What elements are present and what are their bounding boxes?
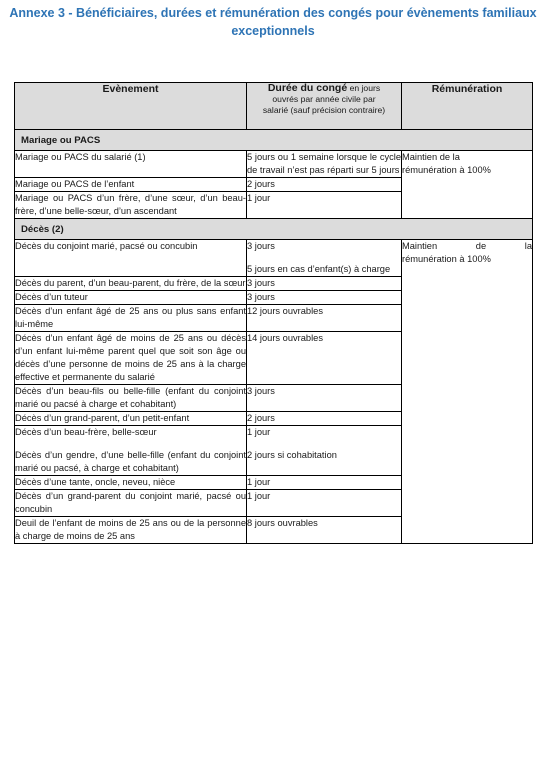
event-text: Décès d’un beau-fils ou belle-fille (enfant du conjoint marié ou pacsé à charge et cohabitant)	[15, 386, 246, 409]
table-body	[15, 130, 533, 544]
table-row	[15, 151, 533, 178]
event-text: Décès d’un tuteur	[15, 292, 88, 302]
duration-cell	[247, 178, 402, 192]
duration-cell	[247, 412, 402, 426]
header-duration-sub-a: en jours	[347, 83, 381, 93]
duration-cell	[247, 305, 402, 332]
event-cell	[15, 240, 247, 277]
duration-cell	[247, 332, 402, 385]
remuneration-cell	[402, 240, 533, 544]
duration-cell	[247, 517, 402, 544]
duration-cell	[247, 476, 402, 490]
event-text: Décès d’un grand-parent du conjoint marié, pacsé ou concubin	[15, 491, 246, 514]
duration-text: 2 jours	[247, 413, 275, 423]
table-header-row	[15, 83, 533, 130]
header-event: Evènement	[15, 83, 247, 130]
duration-text: 3 jours	[247, 241, 275, 251]
duration-text: 1 jour	[247, 477, 271, 487]
event-text: Mariage ou PACS de l’enfant	[15, 179, 135, 189]
duration-cell	[247, 291, 402, 305]
event-text: Décès d’un enfant âgé de 25 ans ou plus sans enfant lui-même	[15, 306, 246, 329]
section-title: Mariage ou PACS	[15, 130, 533, 151]
event-cell	[15, 426, 247, 476]
duration-cell	[247, 192, 402, 219]
header-duration	[247, 83, 402, 130]
event-cell	[15, 476, 247, 490]
remuneration-cell	[402, 151, 533, 219]
duration-cell	[247, 277, 402, 291]
title-line-2: exceptionnels	[231, 24, 315, 38]
duration-text: 5 jours en cas d’enfant(s) à charge	[247, 264, 391, 274]
duration-text: 2 jours si cohabitation	[247, 450, 337, 460]
event-cell	[15, 490, 247, 517]
leave-table	[14, 82, 533, 544]
event-cell	[15, 151, 247, 178]
duration-text: 8 jours ouvrables	[247, 518, 318, 528]
header-remuneration: Rémunération	[402, 83, 533, 130]
duration-text: 14 jours ouvrables	[247, 333, 323, 343]
header-duration-sub-c: salarié (sauf précision contraire)	[262, 105, 386, 115]
duration-text: 3 jours	[247, 292, 275, 302]
event-text: Décès du conjoint marié, pacsé ou concubin	[15, 241, 198, 251]
remuneration-line-2: rémunération à 100%	[402, 165, 491, 175]
duration-cell	[247, 240, 402, 277]
header-duration-main: Durée du congé	[267, 82, 348, 94]
event-text: Décès d’un gendre, d’une belle-fille (enfant du conjoint marié ou pacsé, à charge et cohabitant)	[15, 450, 246, 473]
event-cell	[15, 305, 247, 332]
section-row	[15, 130, 533, 151]
duration-text: 2 jours	[247, 179, 275, 189]
header-duration-sub-b: ouvrés par année civile par	[272, 94, 376, 104]
duration-text: 5 jours ou 1 semaine lorsque le cycle de travail n’est pas réparti sur 5 jours	[247, 152, 401, 175]
duration-cell	[247, 426, 402, 476]
event-cell	[15, 332, 247, 385]
event-text: Décès du parent, d’un beau-parent, du frère, de la sœur	[15, 278, 246, 288]
event-cell	[15, 517, 247, 544]
duration-text: 1 jour	[247, 427, 271, 437]
event-cell	[15, 291, 247, 305]
page-title	[0, 4, 546, 40]
event-cell	[15, 412, 247, 426]
event-text: Décès d’un enfant âgé de moins de 25 ans ou décès d’un enfant lui-même parent quel que soit son âge ou décès d’une personne de moins de 25 ans à la charge effective et permanente du salarié	[15, 333, 246, 382]
duration-text: 1 jour	[247, 193, 271, 203]
event-text: Deuil de l’enfant de moins de 25 ans ou de la personne à charge de moins de 25 ans	[15, 518, 246, 541]
table-row	[15, 240, 533, 277]
duration-text: 3 jours	[247, 386, 275, 396]
remuneration-line-2: rémunération à 100%	[402, 254, 491, 264]
event-text: Décès d’un beau-frère, belle-sœur	[15, 427, 157, 437]
duration-cell	[247, 385, 402, 412]
remuneration-line-1: Maintien de la	[402, 241, 532, 251]
duration-cell	[247, 151, 402, 178]
event-cell	[15, 192, 247, 219]
duration-text: 1 jour	[247, 491, 271, 501]
duration-text: 3 jours	[247, 278, 275, 288]
title-line-1: Annexe 3 - Bénéficiaires, durées et rémunération des congés pour évènements familiaux	[9, 6, 537, 20]
event-cell	[15, 277, 247, 291]
duration-cell	[247, 490, 402, 517]
section-row	[15, 219, 533, 240]
section-title: Décès (2)	[15, 219, 533, 240]
event-cell	[15, 385, 247, 412]
event-text: Décès d’une tante, oncle, neveu, nièce	[15, 477, 176, 487]
event-text: Mariage ou PACS du salarié (1)	[15, 152, 146, 162]
duration-text: 12 jours ouvrables	[247, 306, 323, 316]
event-text: Décès d’un grand-parent, d’un petit-enfant	[15, 413, 190, 423]
remuneration-line-1: Maintien de la	[402, 152, 460, 162]
event-text: Mariage ou PACS d’un frère, d’une sœur, d’un beau-frère, d’une belle-sœur, d’un ascendant	[15, 193, 246, 216]
event-cell	[15, 178, 247, 192]
